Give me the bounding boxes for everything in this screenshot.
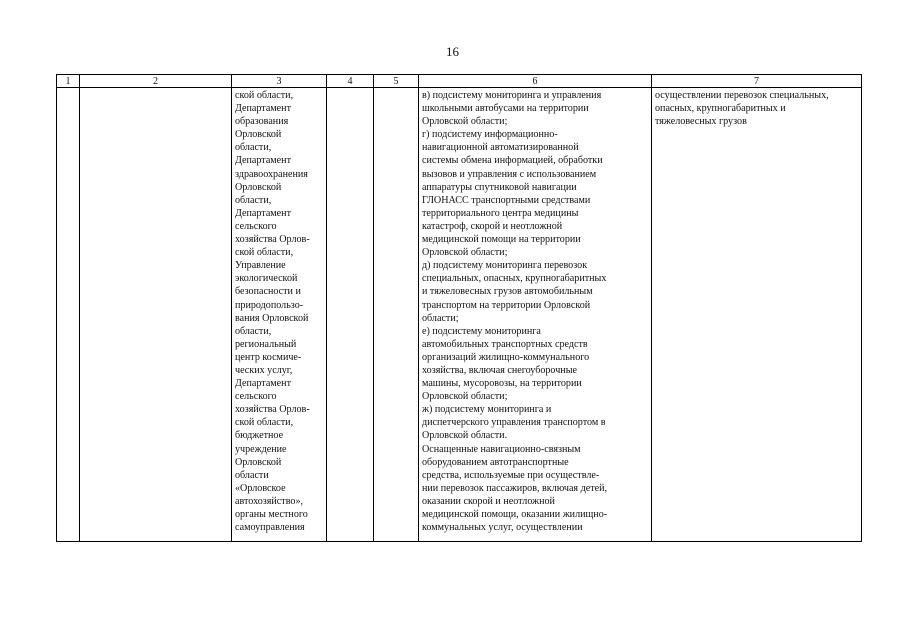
text-line: учреждение [235, 443, 287, 455]
document-table [56, 74, 862, 542]
cell-col-5 [374, 88, 419, 542]
text-line: тяжеловесных грузов [655, 116, 747, 128]
text-line: Оснащенные навигационно-связным [422, 443, 581, 455]
text-line: катастроф, скорой и неотложной [422, 220, 563, 232]
text-line: территориального центра медицины [422, 207, 579, 219]
text-line: области; [422, 312, 459, 324]
text-line: медицинской помощи, оказании жилищно- [422, 509, 608, 520]
text-line: средства, используемые при осуществле- [422, 469, 600, 481]
text-line: бюджетное [235, 430, 284, 442]
text-line: системы обмена информацией, обработки [422, 155, 603, 167]
text-line: «Орловское [235, 482, 286, 494]
text-line: самоуправления [235, 522, 305, 534]
text-line: коммунальных услуг, осуществлении [422, 522, 583, 534]
header-col-2: 2 [80, 75, 232, 88]
text-line: сельского [235, 391, 277, 403]
text-line: ческих услуг, [235, 364, 293, 376]
header-col-3: 3 [232, 75, 327, 88]
text-line: опасных, крупногабаритных и [655, 103, 786, 115]
header-col-7: 7 [652, 75, 862, 88]
text-line: области, [235, 325, 272, 337]
text-line: автомобильных транспортных средств [422, 338, 588, 350]
text-line: нии перевозок пассажиров, включая детей, [422, 482, 608, 494]
text-line: образования [235, 116, 289, 128]
text-line: г) подсистему информационно- [422, 129, 558, 141]
header-col-1: 1 [57, 75, 80, 88]
text-line: вания Орловской [235, 312, 309, 324]
text-line: оборудованием автотранспортные [422, 456, 569, 468]
table-row [57, 88, 862, 542]
cell-col-1 [57, 88, 80, 542]
text-line: безопасности и [235, 286, 301, 298]
text-line: машины, мусоровозы, на территории [422, 378, 582, 390]
text-line: ской области, [235, 90, 294, 101]
text-line: ской области, [235, 417, 294, 429]
cell-col-6 [419, 88, 652, 542]
text-line: Орловской [235, 456, 282, 468]
text-line: Орловской [235, 181, 282, 193]
cell-col-7 [652, 88, 862, 542]
header-col-4: 4 [327, 75, 374, 88]
cell-col-2 [80, 88, 232, 542]
text-line: Орловской [235, 129, 282, 141]
text-line: экологической [235, 273, 298, 285]
text-line: навигационной автоматизированной [422, 142, 579, 154]
text-line: осуществлении перевозок специальных, [655, 90, 829, 101]
header-col-6: 6 [419, 75, 652, 88]
text-line: хозяйства Орлов- [235, 404, 310, 416]
text-line: аппаратуры спутниковой навигации [422, 181, 577, 193]
text-line: хозяйства, включая снегоуборочные [422, 364, 577, 376]
text-line: в) подсистему мониторинга и управления [422, 90, 602, 101]
text-line: ГЛОНАСС транспортными средствами [422, 194, 591, 206]
text-line: е) подсистему мониторинга [422, 325, 541, 337]
text-line: хозяйства Орлов- [235, 234, 310, 246]
header-row [57, 75, 862, 88]
text-line: области [235, 469, 269, 481]
text-line: д) подсистему мониторинга перевозок [422, 260, 588, 272]
header-col-5: 5 [374, 75, 419, 88]
text-line: Орловской области. [422, 430, 508, 442]
text-line: Департамент [235, 103, 291, 115]
text-line: ж) подсистему мониторинга и [422, 404, 552, 416]
text-line: школьными автобусами на территории [422, 103, 589, 115]
text-line: Департамент [235, 207, 291, 219]
text-line: Орловской области; [422, 247, 508, 259]
text-line: Орловской области; [422, 116, 508, 128]
text-line: и тяжеловесных грузов автомобильным [422, 286, 593, 298]
text-line: Департамент [235, 378, 291, 390]
text-line: области, [235, 194, 272, 206]
text-line: Управление [235, 260, 286, 272]
text-line: органы местного [235, 509, 308, 520]
text-line: автохозяйство», [235, 495, 304, 507]
cell-col-3 [232, 88, 327, 542]
text-line: области, [235, 142, 272, 154]
text-line: центр космиче- [235, 351, 302, 363]
page-number: 16 [446, 44, 459, 59]
text-line: ской области, [235, 247, 294, 259]
text-line: сельского [235, 220, 277, 232]
text-line: Департамент [235, 155, 291, 167]
text-line: специальных, опасных, крупногабаритных [422, 273, 607, 285]
cell-col-4 [327, 88, 374, 542]
text-line: оказании скорой и неотложной [422, 495, 555, 507]
text-line: вызовов и управления с использованием [422, 168, 597, 180]
text-line: Орловской области; [422, 391, 508, 403]
text-line: медицинской помощи на территории [422, 234, 581, 246]
text-line: региональный [235, 338, 297, 350]
text-line: здравоохранения [235, 168, 308, 180]
text-line: природопользо- [235, 299, 304, 311]
text-line: организаций жилищно-коммунального [422, 351, 590, 363]
text-line: транспортом на территории Орловской [422, 299, 591, 311]
text-line: диспетчерского управления транспортом в [422, 417, 606, 429]
